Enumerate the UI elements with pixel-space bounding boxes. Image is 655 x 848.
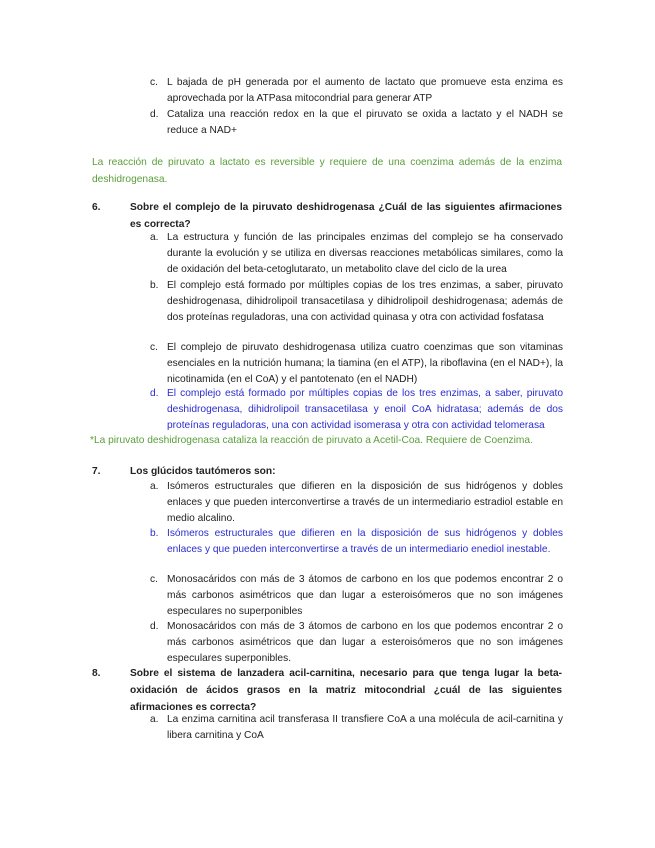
option-text: La estructura y función de las principales enzimas del complejo se ha conservado durante la evolución y se utiliza en diversas reacciones metabólicas similares, como la de oxidación del beta-cetoglutarato, un metabolito clave del ciclo de la urea — [167, 232, 563, 275]
q7-option-a — [150, 479, 563, 527]
question-text: Los glúcidos tautómeros son: — [130, 466, 276, 477]
question-number: 6. — [92, 202, 101, 213]
q8-option-a — [150, 712, 563, 744]
question-text: Sobre el sistema de lanzadera acil-carnitina, necesario para que tenga lugar la beta-oxidación de ácidos grasos en la matriz mitocondrial ¿cuál de las siguientes afirmaciones es correcta? — [130, 668, 562, 713]
option-text: Isómeros estructurales que difieren en la disposición de sus hidrógenos y dobles enlaces y que pueden interconvertirse a través de un intermediario estradiol estable en medio alcalino. — [167, 481, 563, 524]
question-number: 7. — [92, 466, 101, 477]
option-text: El complejo de piruvato deshidrogenasa utiliza cuatro coenzimas que son vitaminas esenciales en la nutrición humana; la tiamina (en el ATP), la riboflavina (en el NAD+), la nicotinamida (en el CoA) y el pantotenato (en el NADH) — [167, 342, 563, 385]
option-letter: a. — [150, 481, 159, 492]
q7-option-d — [150, 619, 563, 667]
option-letter: c. — [150, 574, 158, 585]
q6-note: *La piruvato deshidrogenasa cataliza la reacción de piruvato a Acetil-Coa. Requiere de Coenzima. — [90, 435, 533, 446]
option-letter: b. — [150, 528, 159, 539]
option-letter: a. — [150, 714, 159, 725]
q7-option-b-correct — [150, 526, 563, 558]
option-text: Cataliza una reacción redox en la que el piruvato se oxida a lactato y el NADH se reduce a NAD+ — [167, 109, 563, 136]
q5-note: La reacción de piruvato a lactato es reversible y requiere de una coenzima además de la enzima deshidrogenasa. — [92, 157, 562, 185]
option-text: Monosacáridos con más de 3 átomos de carbono en los que podemos encontrar 2 o más carbonos asimétricos que dan lugar a esteroisómeros que no son imágenes especulares no superponibles — [167, 574, 563, 617]
q7-option-c — [150, 572, 563, 620]
option-letter: d. — [150, 621, 159, 632]
question-6 — [92, 199, 562, 233]
option-letter: b. — [150, 280, 159, 291]
option-letter: d. — [150, 109, 159, 120]
question-number: 8. — [92, 668, 101, 679]
q6-option-c — [150, 340, 563, 388]
q6-option-d-correct — [150, 386, 563, 434]
option-text: El complejo está formado por múltiples copias de los tres enzimas, a saber, piruvato deshidrogenasa, dihidrolipoil transacetilasa y dihidrolipoil deshidrogenasa; además de dos proteínas reguladoras, una con actividad quinasa y otra con actividad fosfatasa — [167, 280, 563, 323]
q6-option-b — [150, 278, 563, 326]
q5-option-c — [150, 75, 563, 107]
option-letter: c. — [150, 77, 158, 88]
q6-option-a — [150, 230, 563, 278]
question-text: Sobre el complejo de la piruvato deshidrogenasa ¿Cuál de las siguientes afirmaciones es correcta? — [130, 202, 562, 230]
option-text: Isómeros estructurales que difieren en la disposición de sus hidrógenos y dobles enlaces y que pueden interconvertirse a través de un intermediario enediol inestable. — [167, 528, 563, 555]
option-text: Monosacáridos con más de 3 átomos de carbono en los que podemos encontrar 2 o más carbonos asimétricos que dan lugar a esteroisómeros que no son imágenes especulares superponibles. — [167, 621, 563, 664]
question-8 — [92, 665, 562, 716]
option-letter: a. — [150, 232, 159, 243]
option-text: La enzima carnitina acil transferasa II transfiere CoA a una molécula de acil-carnitina y libera carnitina y CoA — [167, 714, 563, 741]
option-letter: d. — [150, 388, 159, 399]
option-text: El complejo está formado por múltiples copias de los tres enzimas, a saber, piruvato deshidrogenasa, dihidrolipoil transacetilasa y enoil CoA hidratasa; además de dos proteínas reguladoras, una con actividad isomerasa y otra con actividad telomerasa — [167, 388, 563, 431]
option-letter: c. — [150, 342, 158, 353]
question-7 — [92, 463, 562, 480]
option-text: L bajada de pH generada por el aumento de lactato que promueve esta enzima es aprovechada por la ATPasa mitocondrial para generar ATP — [167, 77, 563, 104]
q5-option-d — [150, 107, 563, 139]
